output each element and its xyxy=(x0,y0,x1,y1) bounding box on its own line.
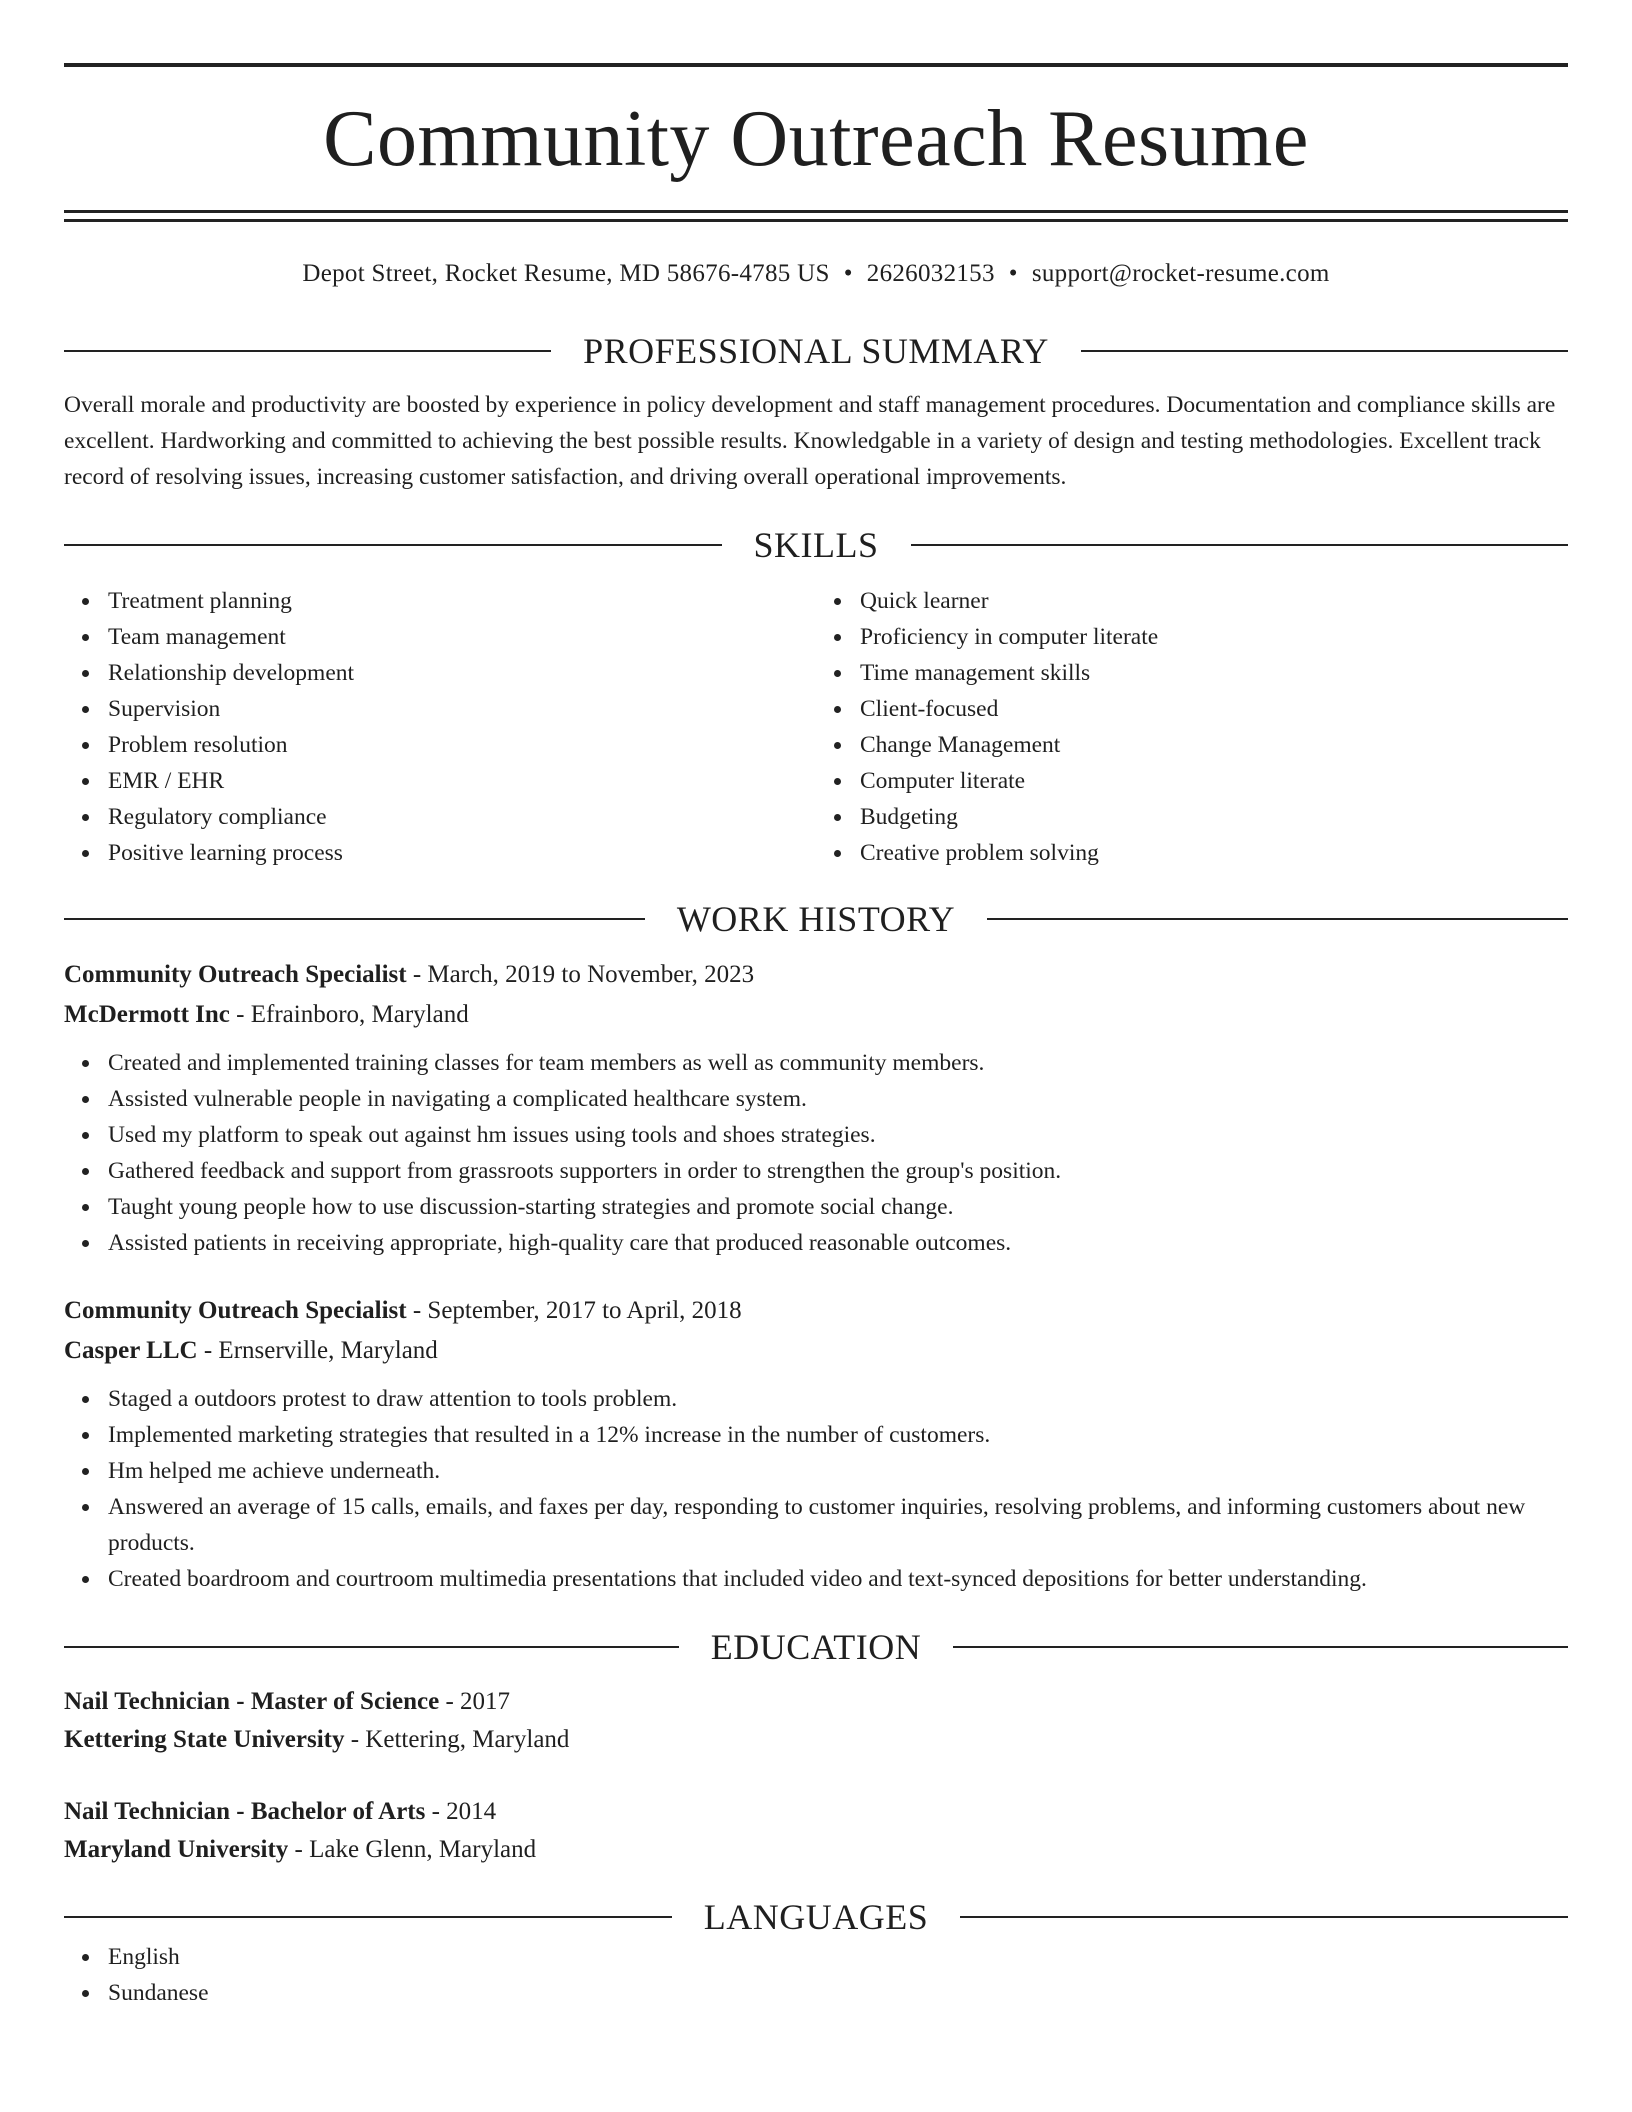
degree-name: Nail Technician - Bachelor of Arts xyxy=(64,1798,426,1825)
skills-list-left xyxy=(64,583,816,871)
company-location: - Efrainboro, Maryland xyxy=(229,1001,469,1028)
school-location: - Lake Glenn, Maryland xyxy=(288,1836,537,1863)
skill-item: Problem resolution xyxy=(108,727,816,763)
section-title: EDUCATION xyxy=(710,1627,922,1667)
skill-item: Relationship development xyxy=(108,655,816,691)
work-bullet: Assisted vulnerable people in navigating a complicated healthcare system. xyxy=(108,1081,1568,1117)
job-dates: - September, 2017 to April, 2018 xyxy=(406,1297,742,1324)
section-title: SKILLS xyxy=(753,525,879,565)
school-location: - Kettering, Maryland xyxy=(344,1726,570,1753)
education-degree-line xyxy=(64,1793,1568,1831)
contact-email: support@rocket-resume.com xyxy=(1031,260,1330,287)
work-bullet: Hm helped me achieve underneath. xyxy=(108,1453,1568,1489)
work-bullet: Answered an average of 15 calls, emails, and faxes per day, responding to customer inquiries, resolving problems, and informing customers about new products. xyxy=(108,1489,1568,1561)
degree-name: Nail Technician - Master of Science xyxy=(64,1688,440,1715)
skill-item: Client-focused xyxy=(860,691,1568,727)
contact-line xyxy=(64,257,1568,291)
work-bullets xyxy=(64,1045,1568,1261)
work-company-line xyxy=(64,1331,1568,1371)
heading-rule xyxy=(987,918,1568,920)
work-company-line xyxy=(64,995,1568,1035)
skill-item: Positive learning process xyxy=(108,835,816,871)
degree-year: - 2017 xyxy=(439,1688,511,1715)
education-entry xyxy=(64,1683,1568,1759)
company-name: Casper LLC xyxy=(64,1337,198,1364)
job-title: Community Outreach Specialist xyxy=(64,1297,407,1324)
degree-year: - 2014 xyxy=(425,1798,497,1825)
education-entry xyxy=(64,1793,1568,1869)
work-bullet: Taught young people how to use discussion-starting strategies and promote social change. xyxy=(108,1189,1568,1225)
work-bullet: Used my platform to speak out against hm issues using tools and shoes strategies. xyxy=(108,1117,1568,1153)
summary-text: Overall morale and productivity are boosted by experience in policy development and staff management procedures. Documentation and compliance skills are excellent. Hardworking and committed to achieving the best possible results. Knowledgable in a variety of design and testing methodologies. Excellent track record of resolving issues, increasing customer satisfaction, and driving overall operational improvements. xyxy=(64,392,1556,490)
work-bullet: Created and implemented training classes for team members as well as community members. xyxy=(108,1045,1568,1081)
skill-item: Treatment planning xyxy=(108,583,816,619)
skills-column-left xyxy=(64,583,816,871)
job-title: Community Outreach Specialist xyxy=(64,961,407,988)
title-rule-1 xyxy=(64,210,1568,213)
section-title: LANGUAGES xyxy=(703,1897,929,1937)
job-dates: - March, 2019 to November, 2023 xyxy=(406,961,755,988)
skill-item: Computer literate xyxy=(860,763,1568,799)
school-name: Kettering State University xyxy=(64,1726,345,1753)
skill-item: Proficiency in computer literate xyxy=(860,619,1568,655)
language-item: English xyxy=(108,1939,1568,1975)
section-heading-education xyxy=(64,1625,1568,1669)
section-heading-work xyxy=(64,897,1568,941)
skills-grid xyxy=(64,583,1568,871)
section-heading-skills xyxy=(64,523,1568,567)
heading-rule xyxy=(64,544,722,546)
top-rule xyxy=(64,63,1568,67)
skill-item: Creative problem solving xyxy=(860,835,1568,871)
heading-rule xyxy=(64,1646,679,1648)
work-bullet: Implemented marketing strategies that resulted in a 12% increase in the number of customers. xyxy=(108,1417,1568,1453)
skill-item: EMR / EHR xyxy=(108,763,816,799)
education-school-line xyxy=(64,1721,1568,1759)
section-title: WORK HISTORY xyxy=(676,899,956,939)
title-block xyxy=(64,0,1568,222)
skill-item: Team management xyxy=(108,619,816,655)
heading-rule xyxy=(953,1646,1568,1648)
heading-rule xyxy=(64,1916,672,1918)
education-degree-line xyxy=(64,1683,1568,1721)
contact-separator: • xyxy=(1008,260,1018,287)
education-school-line xyxy=(64,1831,1568,1869)
work-entry xyxy=(64,1291,1568,1597)
heading-rule xyxy=(1081,350,1568,352)
heading-rule xyxy=(64,350,551,352)
languages-list xyxy=(64,1939,1568,2011)
work-title-line xyxy=(64,1291,1568,1331)
language-item: Sundanese xyxy=(108,1975,1568,2011)
skill-item: Regulatory compliance xyxy=(108,799,816,835)
contact-address: Depot Street, Rocket Resume, MD 58676-4785 US xyxy=(302,260,830,287)
section-heading-summary xyxy=(64,329,1568,373)
heading-rule xyxy=(960,1916,1568,1918)
company-name: McDermott Inc xyxy=(64,1001,230,1028)
section-title: PROFESSIONAL SUMMARY xyxy=(583,331,1049,371)
skill-item: Supervision xyxy=(108,691,816,727)
section-heading-languages xyxy=(64,1895,1568,1939)
skill-item: Quick learner xyxy=(860,583,1568,619)
contact-phone: 2626032153 xyxy=(866,260,995,287)
skills-column-right xyxy=(816,583,1568,871)
heading-rule xyxy=(64,918,645,920)
heading-rule xyxy=(911,544,1569,546)
skills-list-right xyxy=(816,583,1568,871)
work-entry xyxy=(64,955,1568,1261)
skill-item: Time management skills xyxy=(860,655,1568,691)
resume-title: Community Outreach Resume xyxy=(323,95,1309,183)
school-name: Maryland University xyxy=(64,1836,289,1863)
title-rule-2 xyxy=(64,219,1568,222)
work-bullets xyxy=(64,1381,1568,1597)
work-bullet: Assisted patients in receiving appropriate, high-quality care that produced reasonable outcomes. xyxy=(108,1225,1568,1261)
work-bullet: Gathered feedback and support from grassroots supporters in order to strengthen the group's position. xyxy=(108,1153,1568,1189)
work-title-line xyxy=(64,955,1568,995)
skill-item: Change Management xyxy=(860,727,1568,763)
skill-item: Budgeting xyxy=(860,799,1568,835)
contact-separator: • xyxy=(843,260,853,287)
work-bullet: Staged a outdoors protest to draw attention to tools problem. xyxy=(108,1381,1568,1417)
company-location: - Ernserville, Maryland xyxy=(197,1337,438,1364)
work-bullet: Created boardroom and courtroom multimedia presentations that included video and text-synced depositions for better understanding. xyxy=(108,1561,1568,1597)
